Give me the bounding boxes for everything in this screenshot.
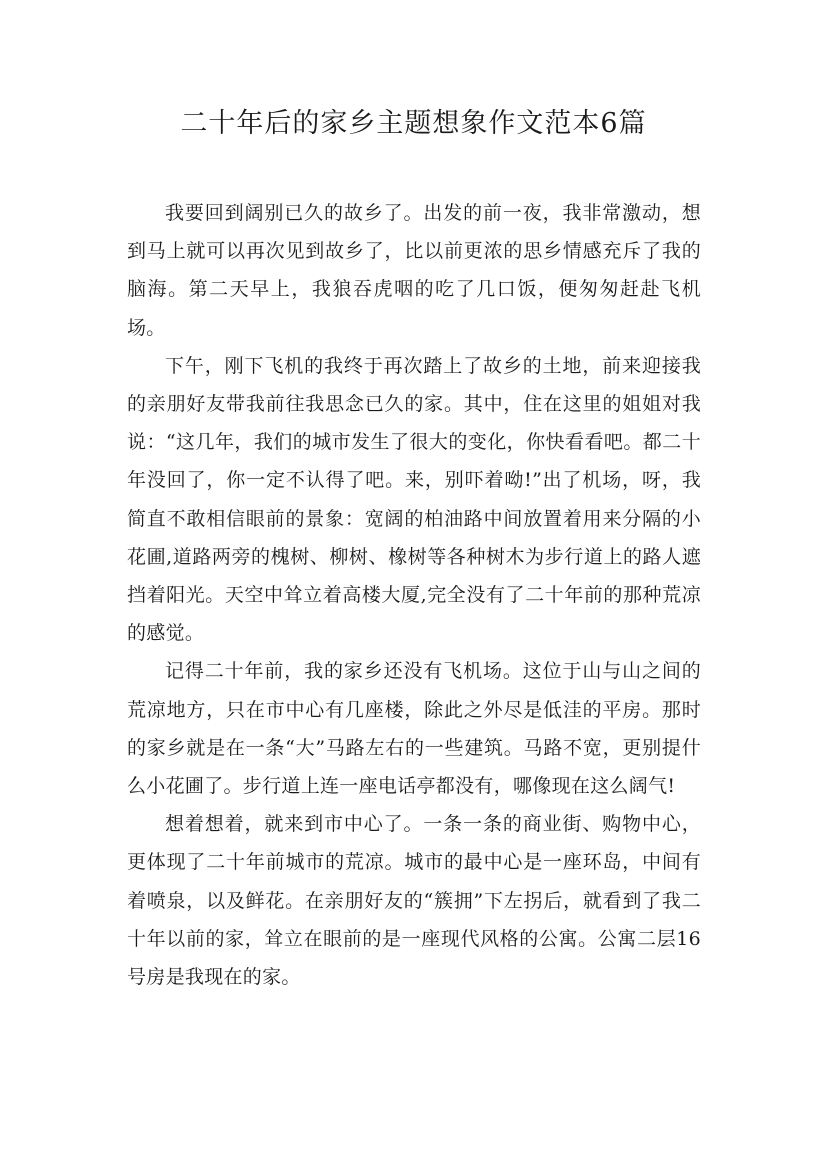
paragraph-4: 想着想着，就来到市中心了。一条一条的商业街、购物中心，更体现了二十年前城市的荒凉。城市的最中心是一座环岛，中间有着喷泉，以及鲜花。在亲朋好友的“簇拥”下左拐后，就看到了我二十年以前的家，耸立在眼前的是一座现代风格的公寓。公寓二层16号房是我现在的家。	[127, 813, 701, 989]
document-body	[127, 194, 701, 996]
paragraph-1: 我要回到阔别已久的故乡了。出发的前一夜，我非常激动，想到马上就可以再次见到故乡了，比以前更浓的思乡情感充斥了我的脑海。第二天早上，我狼吞虎咽的吃了几口饭，便匆匆赶赴飞机场。	[127, 202, 701, 339]
document-title: 二十年后的家乡主题想象作文范本6篇	[180, 108, 647, 139]
paragraph-2: 下午，刚下飞机的我终于再次踏上了故乡的土地，前来迎接我的亲朋好友带我前往我思念已久的家。其中，住在这里的姐姐对我说：“这几年，我们的城市发生了很大的变化，你快看看吧。都二十年没回了，你一定不认得了吧。来，别吓着呦!”出了机场，呀，我简直不敢相信眼前的景象：宽阔的柏油路中间放置着用来分隔的小花圃,道路两旁的槐树、柳树、橡树等各种树木为步行道上的路人遮挡着阳光。天空中耸立着高楼大厦,完全没有了二十年前的那种荒凉的感觉。	[127, 354, 701, 645]
paragraph-3: 记得二十年前，我的家乡还没有飞机场。这位于山与山之间的荒凉地方，只在市中心有几座楼，除此之外尽是低洼的平房。那时的家乡就是在一条“大”马路左右的一些建筑。马路不宽，更别提什么小花圃了。步行道上连一座电话亭都没有，哪像现在这么阔气!	[127, 660, 701, 798]
